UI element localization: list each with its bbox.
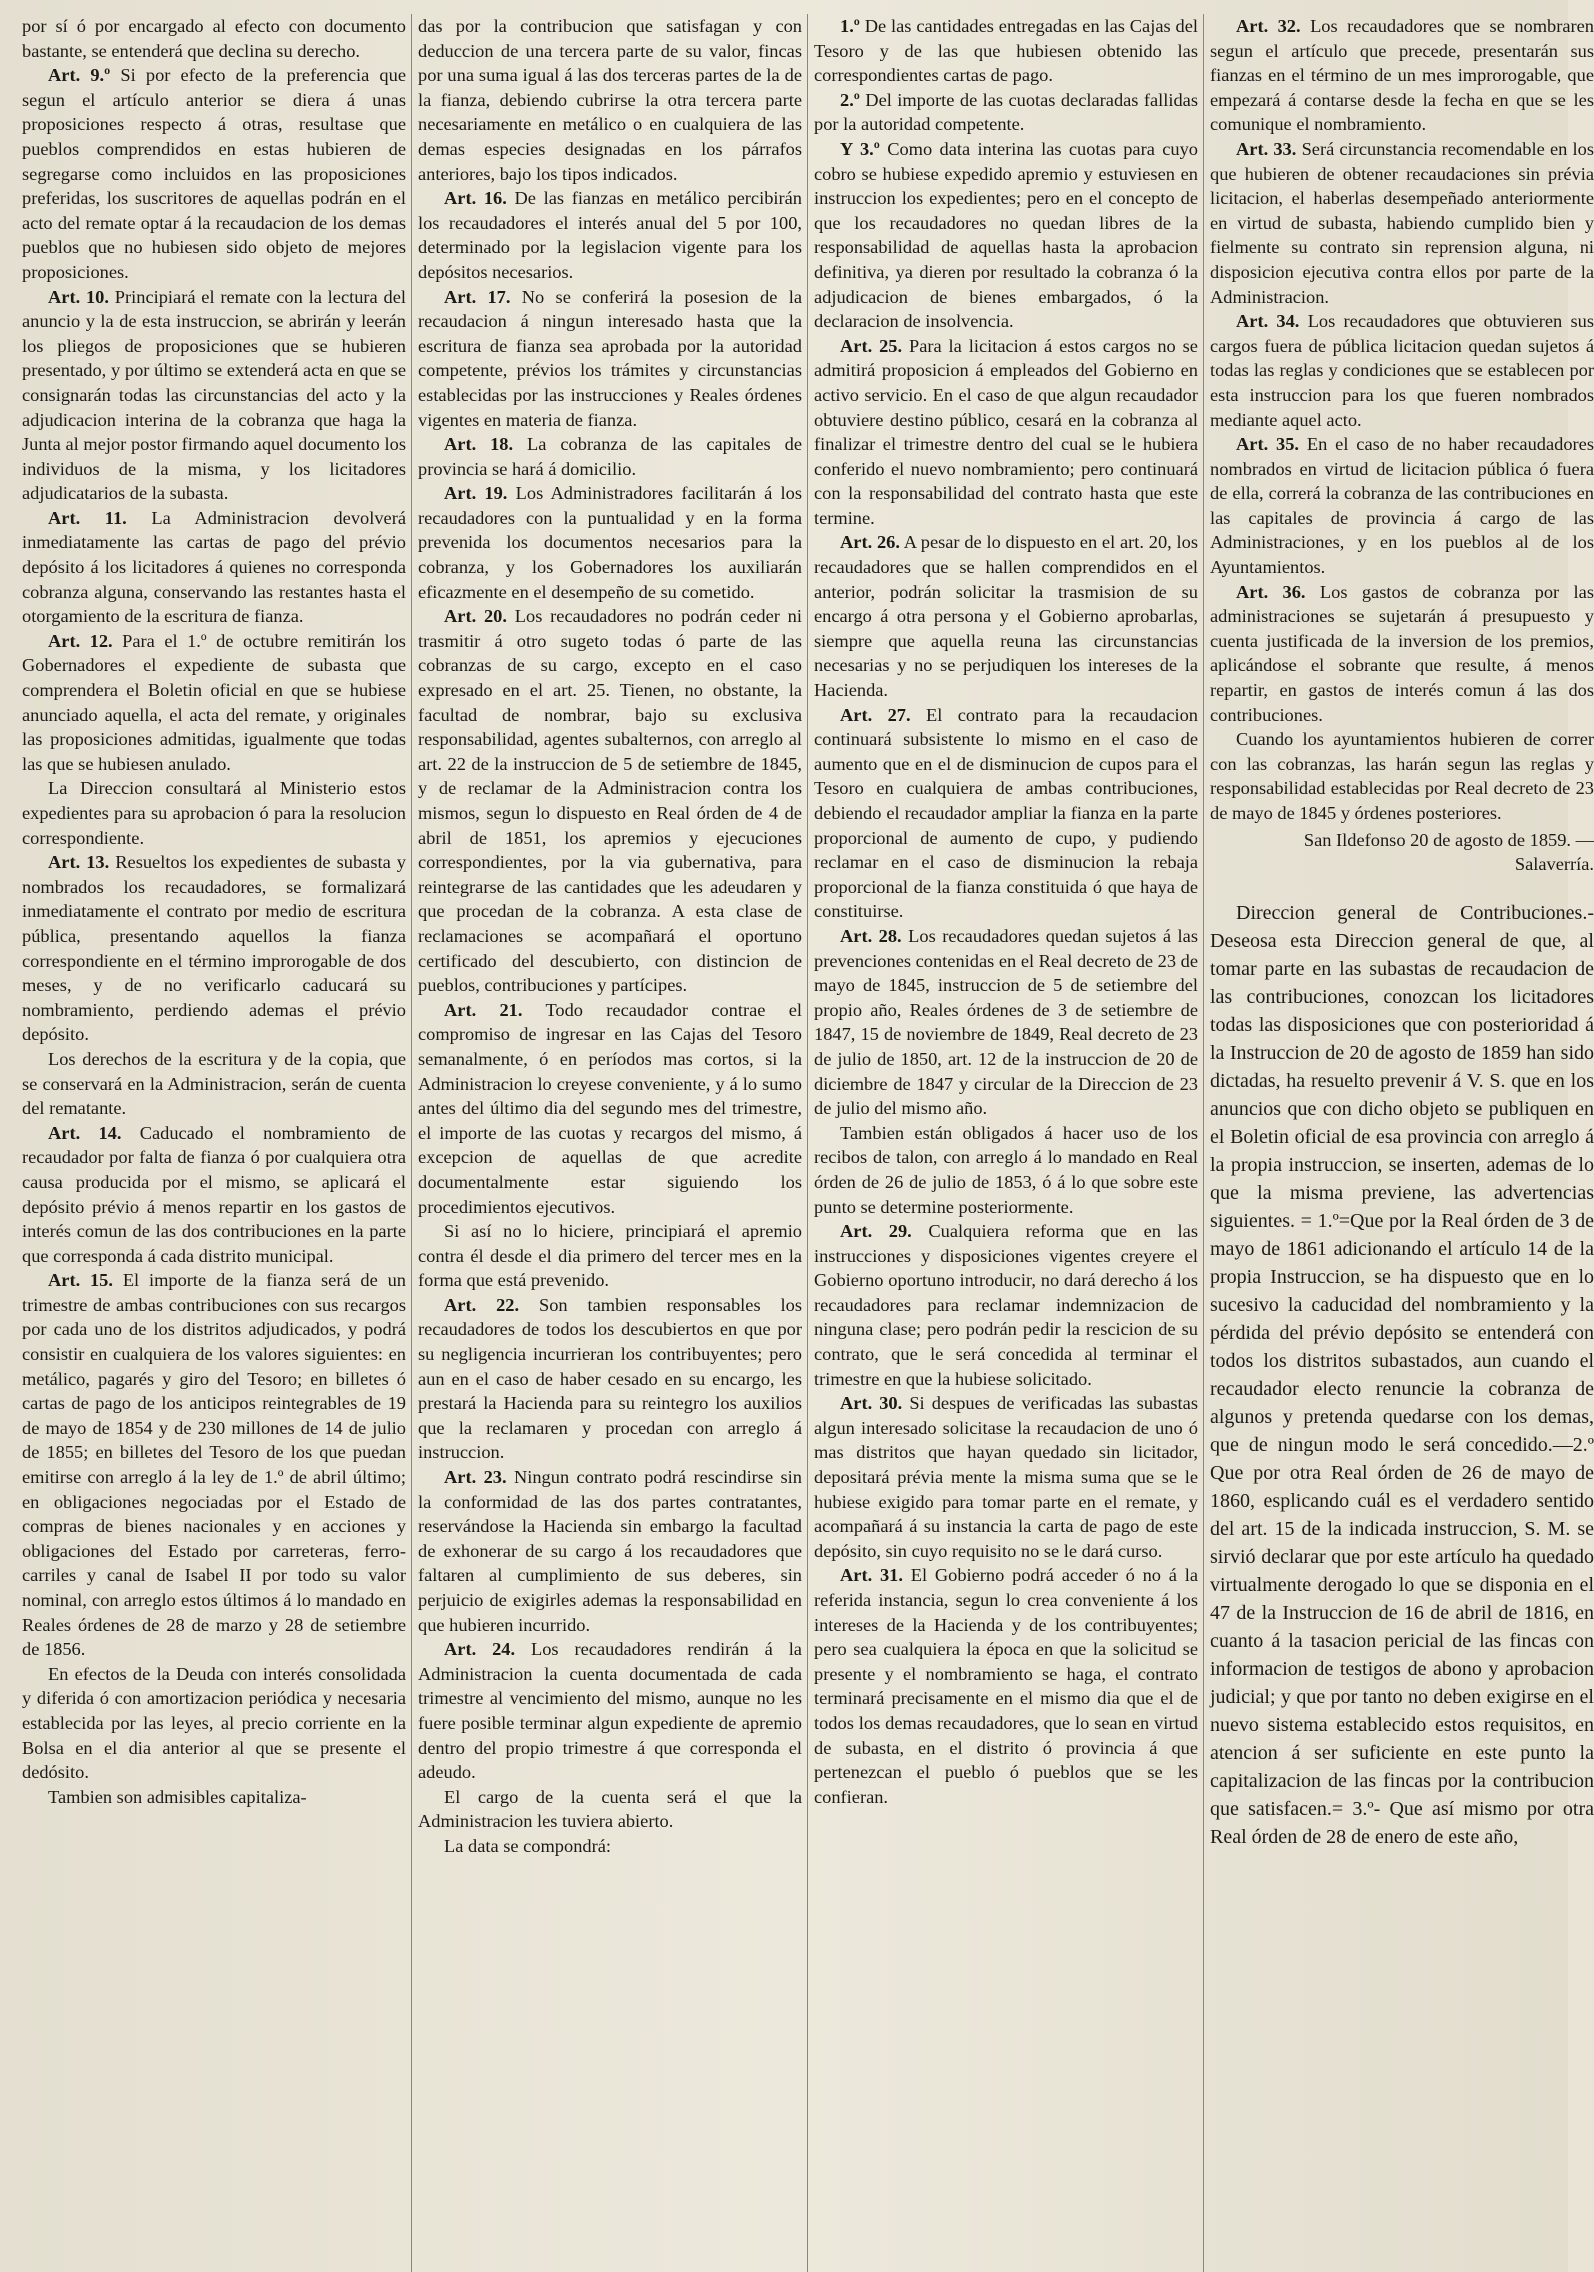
paragraph-text: Tambien son admisibles capitaliza- xyxy=(48,1786,307,1807)
article-paragraph xyxy=(1210,14,1594,137)
paragraph xyxy=(418,1219,802,1293)
paragraph-text: Los recaudadores no podrán ceder ni trasmitir á otro sugeto todas ó parte de las cobranzas de su cargo, excepto en el caso expresado en el art. 25. Tienen, no obstante, la facultad de nombrar, bajo su exclusiva responsabilidad, agentes subalternos, con arreglo al art. 22 de la instruccion de 5 de setiembre de 1845, y de reclamar de la Administracion contra los mismos, segun lo dispuesto en Real órden de 4 de abril de 1851, los apremios y ejecuciones correspondientes, por la via gubernativa, para reintegrarse de las cantidades que les adeudaren y que procedan de la cobranza. A esta clase de reclamaciones se acompañará el oportuno certificado del descubierto, con distincion de pueblos, contribuciones y partícipes. xyxy=(418,606,802,996)
paragraph-text: Los recaudadores quedan sujetos á las prevenciones contenidas en el Real decreto de 23 de mayo de 1845, instruccion de 5 de setiembre del propio año, Reales órdenes de 3 de setiembre de 1847, 15 de noviembre de 1849, Real decreto de 23 de julio de 1850, art. 12 de la instruccion de 20 de diciembre de 1847 y circular de la Direccion de 23 de julio del mismo año. xyxy=(814,925,1198,1119)
article-number: Art. 13. xyxy=(48,852,110,873)
article-paragraph xyxy=(1210,432,1594,580)
paragraph xyxy=(22,776,406,850)
text-column-4 xyxy=(1210,14,1594,2272)
paragraph xyxy=(418,1785,802,1834)
article-number: Art. 25. xyxy=(840,335,903,356)
article-number: Art. 27. xyxy=(840,704,911,725)
paragraph-text: A pesar de lo dispuesto en el art. 20, los recaudadores que se hallen comprendidos en el anterior, podrán solicitar la trasmision de su encargo á otra persona y el Gobierno aprobarlas, siempre que aquella reuna las circunstancias necesarias y no se perjudiquen los intereses de la Hacienda. xyxy=(814,532,1198,701)
paragraph-text: das por la contribucion que satisfagan y con deduccion de una tercera parte de su valor, fincas por una suma igual á las dos terceras partes de la de la fianza, debiendo cubrirse la otra tercera parte necesariamente en metálico o en cualquiera de las demas especies designadas en los párrafos anteriores, bajo los tipos indicados. xyxy=(418,16,802,184)
paragraph-text: Principiará el remate con la lectura del anuncio y la de esta instruccion, se abrirán y leerán los pliegos de proposiciones que se hubieren presentado, y por último se extenderá acta en que se consignarán todas las circunstancias del acto y la adjudicacion interina de la cobranza que haga la Junta al mejor postor firmando aquel documento los individuos de la misma, y los licitadores adjudicatarios de la subasta. xyxy=(22,286,406,504)
article-paragraph xyxy=(22,1268,406,1662)
article-paragraph xyxy=(22,285,406,506)
paragraph-text: El contrato para la recaudacion continuará subsistente lo mismo en el caso de aumento que en el de disminucion de cupos para el Tesoro en cualquiera de ambas contribuciones, debiendo el recaudador ampliar la fianza en la parte proporcional de aumento de cupo, y pudiendo reclamar en el caso de disminucion la rebaja proporcional de la fianza constituida ó que haya de constituirse. xyxy=(814,704,1198,922)
article-number: Art. 18. xyxy=(444,434,514,455)
article-paragraph xyxy=(22,506,406,629)
article-paragraph xyxy=(814,137,1198,334)
paragraph-text: Los recaudadores que obtuvieren sus cargos fuera de pública licitacion quedan sujetos á todas las reglas y condiciones que se establecen por esta instruccion para los que fueren nombrados mediante aquel acto. xyxy=(1210,311,1594,430)
article-number: Y 3.º xyxy=(840,138,880,159)
article-number: Art. 36. xyxy=(1236,581,1306,602)
article-number: Art. 14. xyxy=(48,1122,122,1143)
paragraph-text: La Administracion devolverá inmediatamente las cartas de pago del prévio depósito á los licitadores á quienes no corresponda cobranza alguna, conservando las restantes hasta el otorgamiento de la escritura de fianza. xyxy=(22,507,406,627)
article-number: Art. 23. xyxy=(444,1467,507,1488)
paragraph xyxy=(22,1047,406,1121)
article-number: 2.º xyxy=(840,89,860,110)
section-spacer xyxy=(1210,877,1594,899)
article-paragraph xyxy=(814,1563,1198,1809)
article-paragraph xyxy=(814,88,1198,137)
paragraph xyxy=(418,1834,802,1859)
paragraph-text: Del importe de las cuotas declaradas fallidas por la autoridad competente. xyxy=(814,89,1198,135)
paragraph-text: El Gobierno podrá acceder ó no á la referida instancia, segun lo crea conveniente á los intereses de la Hacienda y de los contribuyentes; pero sea cualquiera la época en que la solicitud se presente y el nombramiento se haga, el contrato terminará precisamente en el mismo dia que el de todos los demas recaudadores, que lo sean en virtud de subasta, en el distrito ó provincia á que pertenezcan el pueblo ó pueblos que se les confieran. xyxy=(814,1565,1198,1807)
paragraph xyxy=(1210,727,1594,825)
article-paragraph xyxy=(814,530,1198,702)
paragraph xyxy=(22,1785,406,1810)
article-number: Art. 35. xyxy=(1236,434,1300,455)
article-number: Art. 22. xyxy=(444,1294,520,1315)
paragraph-text: Ningun contrato podrá rescindirse sin la conformidad de las dos partes contratantes, reservándose la Hacienda sin embargo la facultad de exhonerar de su cargo á los recaudadores que faltaren al cumplimiento de sus deberes, sin perjuicio de exigirles ademas la responsabilidad en que hubieren incurrido. xyxy=(418,1467,802,1635)
paragraph-text: En el caso de no haber recaudadores nombrados en virtud de licitacion pública ó fuera de ella, correrá la cobranza de las contribuciones en las capitales de provincia á cargo de las Administraciones, y en los pueblos al de los Ayuntamientos. xyxy=(1210,434,1594,578)
paragraph-text: Todo recaudador contrae el compromiso de ingresar en las Cajas del Tesoro semanalmente, ó en períodos mas cortos, si la Administracion lo creyese conveniente, y á lo sumo antes del último dia del segundo mes del trimestre, el importe de las cuotas y recargos del mismo, á excepcion de aquellas de que acredite documentalmente estar siguiendo los procedimientos ejecutivos. xyxy=(418,999,802,1217)
paragraph-text: Resueltos los expedientes de subasta y nombrados los recaudadores, se formalizará inmediatamente el contrato por medio de escritura pública, presentando aquellos la fianza correspondiente en el término improrogable de dos meses, y de no verificarlo caducará su nombramiento, perdiendo ademas el prévio depósito. xyxy=(22,852,406,1045)
paragraph-text: San Ildefonso 20 de agosto de 1859. —Salaverría. xyxy=(1303,829,1594,875)
article-paragraph xyxy=(418,481,802,604)
article-paragraph xyxy=(418,998,802,1219)
paragraph-text: Son tambien responsables los recaudadores de todos los descubiertos en que por su negligencia incurrieran los contribuyentes; pero aun en el caso de haber cesado en su encargo, les prestará la Hacienda para su reintegro los auxilios que la reclamaren y procedan con arreglo á instruccion. xyxy=(418,1294,802,1463)
article-paragraph xyxy=(814,1219,1198,1391)
paragraph-text: La cobranza de las capitales de provincia se hará á domicilio. xyxy=(418,434,802,479)
paragraph xyxy=(814,1121,1198,1219)
paragraph-text: Cualquiera reforma que en las instrucciones y disposiciones vigentes creyere el Gobierno oportuno introducir, no dará derecho á los recaudadores para reclamar indemnizacion de ninguna clase; pero podrán pedir la rescicion de su contrato, que le será concedida al terminar el trimestre en que la hubiese solicitado. xyxy=(814,1221,1198,1389)
article-number: Art. 10. xyxy=(48,286,109,307)
article-paragraph xyxy=(1210,137,1594,309)
paragraph-text: Cuando los ayuntamientos hubieren de correr con las cobranzas, las harán segun las reglas y responsabilidad establecidas por Real decreto de 23 de mayo de 1845 y órdenes posteriores. xyxy=(1210,729,1594,823)
paragraph xyxy=(418,14,802,186)
signature-line xyxy=(1210,828,1594,877)
text-column-3 xyxy=(814,14,1198,2272)
article-number: Art. 29. xyxy=(840,1221,912,1242)
paragraph-text: Si así no lo hiciere, principiará el apremio contra él desde el dia primero del tercer mes en la forma que está prevenido. xyxy=(418,1221,802,1291)
article-paragraph xyxy=(22,629,406,777)
paragraph-text: Para la licitacion á estos cargos no se admitirá proposicion á empleados del Gobierno en activo servicio. En el caso de que algun recaudador obtuviere destino público, cesará en la cobranza al finalizar el trimestre dentro del cual se le hubiera conferido el nuevo nombramiento; pero continuará con la responsabilidad del contrato hasta que este termine. xyxy=(814,335,1198,528)
paragraph-text: El cargo de la cuenta será el que la Administracion les tuviera abierto. xyxy=(418,1786,802,1832)
paragraph-text: Los derechos de la escritura y de la copia, que se conservará en la Administracion, serán de cuenta del rematante. xyxy=(22,1048,406,1119)
article-number: Art. 20. xyxy=(444,606,507,627)
paragraph-text: Como data interina las cuotas para cuyo cobro se hubiese expedido apremio y estuviesen en instruccion los expedientes; pero en el concepto de que los recaudadores no quedan libres de la responsabilidad de aquellas hasta la aprobacion definitiva, ya dieren por resultado la cobranza ó la adjudicacion de bienes embargados, ó la declaracion de insolvencia. xyxy=(814,138,1198,332)
paragraph-text: Para el 1.º de octubre remitirán los Gobernadores el expediente de subasta que comprendera el Boletin oficial en que se hubiese anunciado aquella, el acta del remate, y originales las proposiciones admitidas, igualmente que todas las que se hubiesen anulado. xyxy=(22,630,406,774)
article-paragraph xyxy=(418,604,802,998)
article-number: Art. 11. xyxy=(48,507,127,528)
article-paragraph xyxy=(418,432,802,481)
article-paragraph xyxy=(814,703,1198,924)
article-number: Art. 30. xyxy=(840,1393,903,1414)
article-number: Art. 24. xyxy=(444,1639,516,1660)
paragraph-text: Los recaudadores que se nombraren segun el artículo que precede, presentarán sus fianzas en el término de un mes improrogable, que empezará á contarse desde la fecha en que se les comunique el nombramiento. xyxy=(1210,16,1594,135)
article-number: Art. 28. xyxy=(840,925,902,946)
article-number: Art. 33. xyxy=(1236,138,1297,159)
paragraph xyxy=(22,1662,406,1785)
article-paragraph xyxy=(1210,580,1594,728)
article-number: Art. 32. xyxy=(1236,16,1301,36)
article-number: Art. 12. xyxy=(48,630,113,651)
paragraph-text: En efectos de la Deuda con interés consolidada y diferida ó con amortizacion periódica y necesaria establecida por las leyes, al precio corriente en la Bolsa en el dia anterior al que se presente el dedósito. xyxy=(22,1663,406,1783)
article-paragraph xyxy=(22,850,406,1047)
paragraph-text: Los recaudadores rendirán á la Administracion la cuenta documentada de cada trimestre al vencimiento del mismo, aunque no les fuere posible terminar algun expediente de apremio dentro del propio trimestre á que corresponda el adeudo. xyxy=(418,1639,802,1783)
paragraph xyxy=(1210,899,1594,1851)
article-number: Art. 19. xyxy=(444,483,508,504)
article-number: 1.º xyxy=(840,16,860,36)
article-paragraph xyxy=(22,1121,406,1269)
paragraph-text: De las cantidades entregadas en las Cajas del Tesoro y de las que hubiesen obtenido las correspondientes cartas de pago. xyxy=(814,16,1198,86)
paragraph-text: Si por efecto de la preferencia que segun el artículo anterior se diera á unas proposiciones respecto á otras, resultase que pueblos comprendidos en estas hubieren de segregarse como incluidos en las proposiciones preferidas, los suscritores de aquellas podrán en el acto del remate optar á la recaudacion de los demas pueblos que no hubiesen sido objeto de mejores proposiciones. xyxy=(22,65,406,282)
paragraph-text: De las fianzas en metálico percibirán los recaudadores el interés anual del 5 por 100, determinado por la legislacion vigente para los depósitos necesarios. xyxy=(418,188,802,282)
paragraph-text: No se conferirá la posesion de la recaudacion á ningun interesado hasta que la escritura de fianza sea aprobada por la autoridad competente, prévios los trámites y circunstancias establecidas por las instrucciones y Reales órdenes vigentes en materia de fianza. xyxy=(418,286,802,430)
text-column-1 xyxy=(22,14,406,2272)
article-paragraph xyxy=(418,1293,802,1465)
article-paragraph xyxy=(418,186,802,284)
article-paragraph xyxy=(814,1391,1198,1563)
paragraph-text: Los gastos de cobranza por las administraciones se sujetarán á presupuesto y cuenta justificada de la inversion de los premios, aplicándose el sobrante que resulte, á menos repartir, en gastos de interés comun á las dos contribuciones. xyxy=(1210,581,1594,725)
article-number: Art. 31. xyxy=(840,1565,903,1586)
article-paragraph xyxy=(814,924,1198,1121)
article-paragraph xyxy=(418,1637,802,1785)
article-paragraph xyxy=(1210,309,1594,432)
paragraph-text: Direccion general de Contribuciones.-Deseosa esta Direccion general de que, al tomar parte en las subastas de recaudacion de las contribuciones, conozcan los licitadores todas las disposiciones que con posterioridad á la Instruccion de 20 de agosto de 1859 han sido dictadas, ha resuelto prevenir á V. S. que en los anuncios que con dicho objeto se publiquen en el Boletin oficial de esa provincia con arreglo á la propia instruccion, se inserten, ademas de lo que la misma previene, las advertencias siguientes. = 1.º=Que por la Real órden de 3 de mayo de 1861 adicionando el artículo 14 de la propia Instruccion, se ha dispuesto que en lo sucesivo la caducidad del nombramiento y la pérdida del prévio depósito se entenderá con todos los distritos subastados, aun cuando el recaudador electo renuncie la cobranza de algunos y pretenda quedarse con los demas, que de ningun modo le será concedido.—2.º Que por otra Real órden de 26 de mayo de 1860, esplicando cuál es el verdadero sentido del art. 15 de la indicada instruccion, S. M. se sirvió declarar que por este artículo ha quedado virtualmente derogado lo que se disponia en el 47 de la Instruccion de 16 de abril de 1816, en cuanto á la tasacion pericial de las fincas con informacion de testigos de abono y aprobacion judicial; y que por tanto no deben exigirse en el nuevo sistema establecido estos requisitos, en atencion á ser suficiente en este punto la capitalizacion de las fincas por la contribucion que satisfacen.= 3.º- Que así mismo por otra Real órden de 28 de enero de este año, xyxy=(1210,901,1594,1848)
article-number: Art. 17. xyxy=(444,286,511,307)
article-paragraph xyxy=(418,1465,802,1637)
paragraph-text: La data se compondrá: xyxy=(444,1835,611,1856)
paragraph-text: El importe de la fianza será de un trimestre de ambas contribuciones con sus recargos por cada uno de los distritos adjudicados, y podrá consistir en cualquiera de los valores siguientes: en metálico, pagarés y giro del Tesoro; en billetes ó cartas de pago de los anticipos reintegrables de 19 de mayo de 1854 y de 230 millones de 14 de julio de 1855; en billetes del Tesoro de los que puedan emitirse con arreglo á la ley de 1.º de abril último; en obligaciones negociadas por el Estado de compras de bienes nacionales y en acciones y obligaciones del Estado por carreteras, ferro-carriles y canal de Isabel II por todo su valor nominal, con arreglo estos últimos á lo mandado en Reales órdenes de 28 de marzo y 28 de setiembre de 1856. xyxy=(22,1270,406,1660)
paragraph-text: Los Administradores facilitarán á los recaudadores con la puntualidad y en la forma prevenida los documentos necesarios para la cobranza, y los Gobernadores los auxiliarán eficazmente en el desempeño de su cometido. xyxy=(418,483,802,602)
article-number: Art. 15. xyxy=(48,1270,113,1291)
paragraph-text: La Direccion consultará al Ministerio estos expedientes para su aprobacion ó para la resolucion correspondiente. xyxy=(22,778,406,848)
paragraph-text: Caducado el nombramiento de recaudador por falta de fianza ó por cualquiera otra causa producida por el mismo, se aplicará el depósito prévio á menos repartir en los gastos de interés comun de las dos contribuciones en la parte que corresponda á cada distrito municipal. xyxy=(22,1122,406,1266)
article-paragraph xyxy=(418,285,802,433)
article-paragraph xyxy=(814,334,1198,531)
article-number: Art. 21. xyxy=(444,999,523,1020)
text-column-2 xyxy=(418,14,802,2272)
paragraph-text: por sí ó por encargado al efecto con documento bastante, se entenderá que declina su derecho. xyxy=(22,16,406,61)
paragraph-text: Tambien están obligados á hacer uso de los recibos de talon, con arreglo á lo mandado en Real órden de 26 de julio de 1853, ó á lo que sobre este punto se determine posteriormente. xyxy=(814,1122,1198,1217)
paragraph-text: Si despues de verificadas las subastas algun interesado solicitase la recaudacion de uno ó mas distritos que hayan quedado sin licitador, depositará prévia mente la misma suma que se le hubiese exigido para tomar parte en el remate, y acompañará á su instancia la carta de pago de este depósito, sin cuyo requisito no se le dará curso. xyxy=(814,1393,1198,1561)
article-number: Art. 26. xyxy=(840,532,900,553)
article-number: Art. 16. xyxy=(444,188,507,209)
article-number: Art. 34. xyxy=(1236,311,1300,332)
article-paragraph xyxy=(814,14,1198,88)
paragraph-text: Será circunstancia recomendable en los que hubieren de obtener recaudaciones sin prévia licitacion, el haberlas desempeñado anteriormente en virtud de subasta, habiendo cumplido bien y fielmente su contrato sin reprension alguna, ni disposicion ejecutiva contra ellos por parte de la Administracion. xyxy=(1210,138,1594,307)
paragraph xyxy=(22,14,406,63)
article-number: Art. 9.º xyxy=(48,65,111,86)
article-paragraph xyxy=(22,63,406,284)
